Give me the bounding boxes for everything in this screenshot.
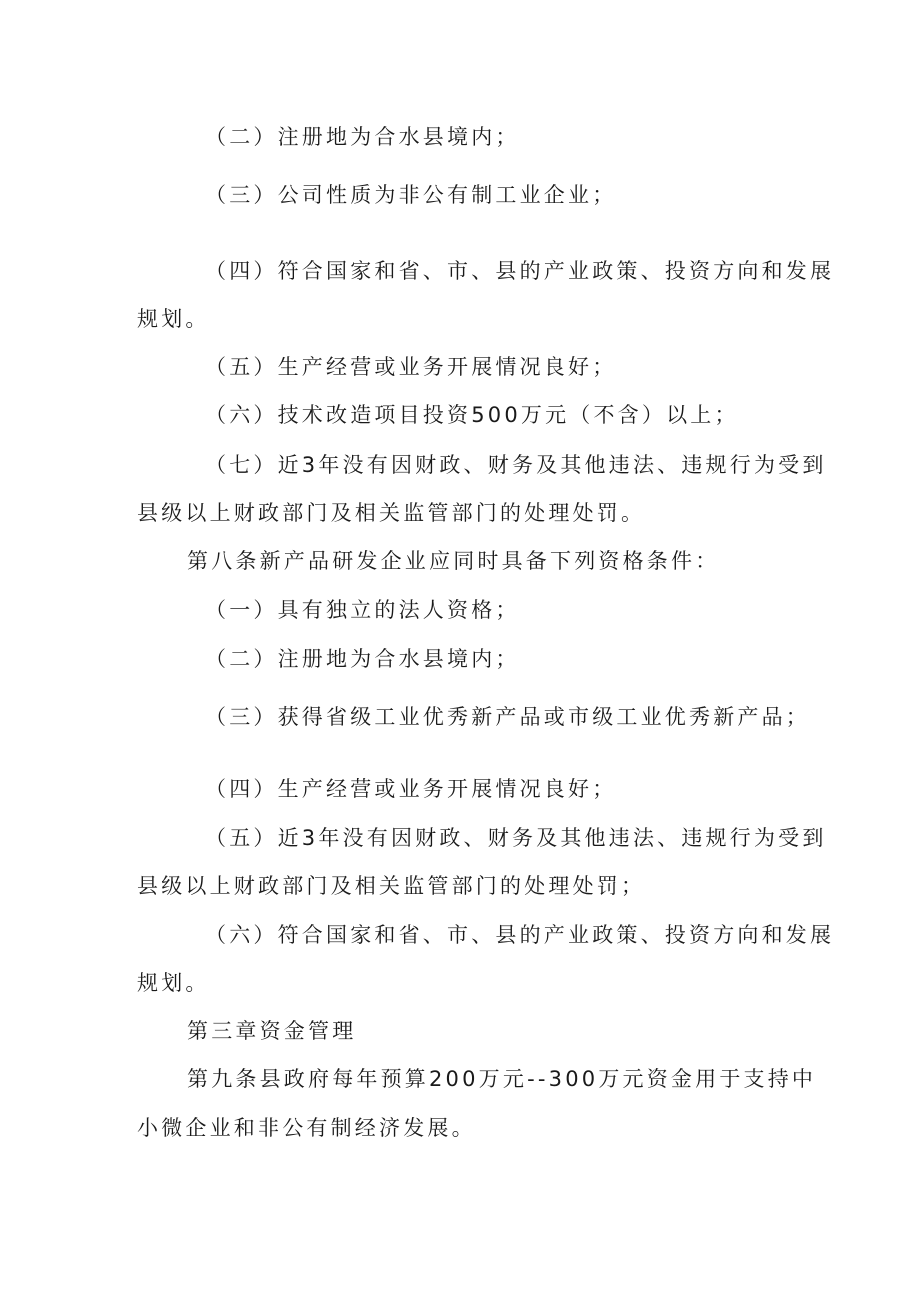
article-8-heading: 第八条新产品研发企业应同时具备下列资格条件：: [187, 549, 720, 573]
article-9-text: 第九条县政府每年预算200万元--300万元资金用于支持中: [187, 1067, 817, 1091]
article-8-clause-4: （四）生产经营或业务开展情况良好；: [205, 777, 617, 801]
article-8-clause-2: （二）注册地为合水县境内；: [205, 647, 520, 671]
clause-5-operations: （五）生产经营或业务开展情况良好；: [205, 355, 617, 379]
article-8-clause-1: （一）具有独立的法人资格；: [205, 598, 520, 622]
article-8-clause-6: （六）符合国家和省、市、县的产业政策、投资方向和发展: [205, 923, 835, 947]
article-8-clause-5-continued: 县级以上财政部门及相关监管部门的处理处罚；: [137, 874, 646, 898]
article-8-clause-3: （三）获得省级工业优秀新产品或市级工业优秀新产品；: [205, 705, 810, 729]
clause-3-company-nature: （三）公司性质为非公有制工业企业；: [205, 183, 617, 207]
article-9-text-continued: 小微企业和非公有制经济发展。: [137, 1116, 476, 1140]
clause-6-investment: （六）技术改造项目投资500万元（不含）以上；: [205, 403, 739, 427]
clause-7-no-penalty-continued: 县级以上财政部门及相关监管部门的处理处罚。: [137, 501, 646, 525]
clause-7-no-penalty: （七）近3年没有因财政、财务及其他违法、违规行为受到: [205, 453, 827, 477]
clause-4-policy-compliance-continued: 规划。: [137, 307, 210, 331]
article-8-clause-6-continued: 规划。: [137, 971, 210, 995]
article-8-clause-5: （五）近3年没有因财政、财务及其他违法、违规行为受到: [205, 826, 827, 850]
clause-4-policy-compliance: （四）符合国家和省、市、县的产业政策、投资方向和发展: [205, 259, 835, 283]
clause-2-registration: （二）注册地为合水县境内；: [205, 125, 520, 149]
chapter-3-title: 第三章资金管理: [187, 1019, 357, 1043]
